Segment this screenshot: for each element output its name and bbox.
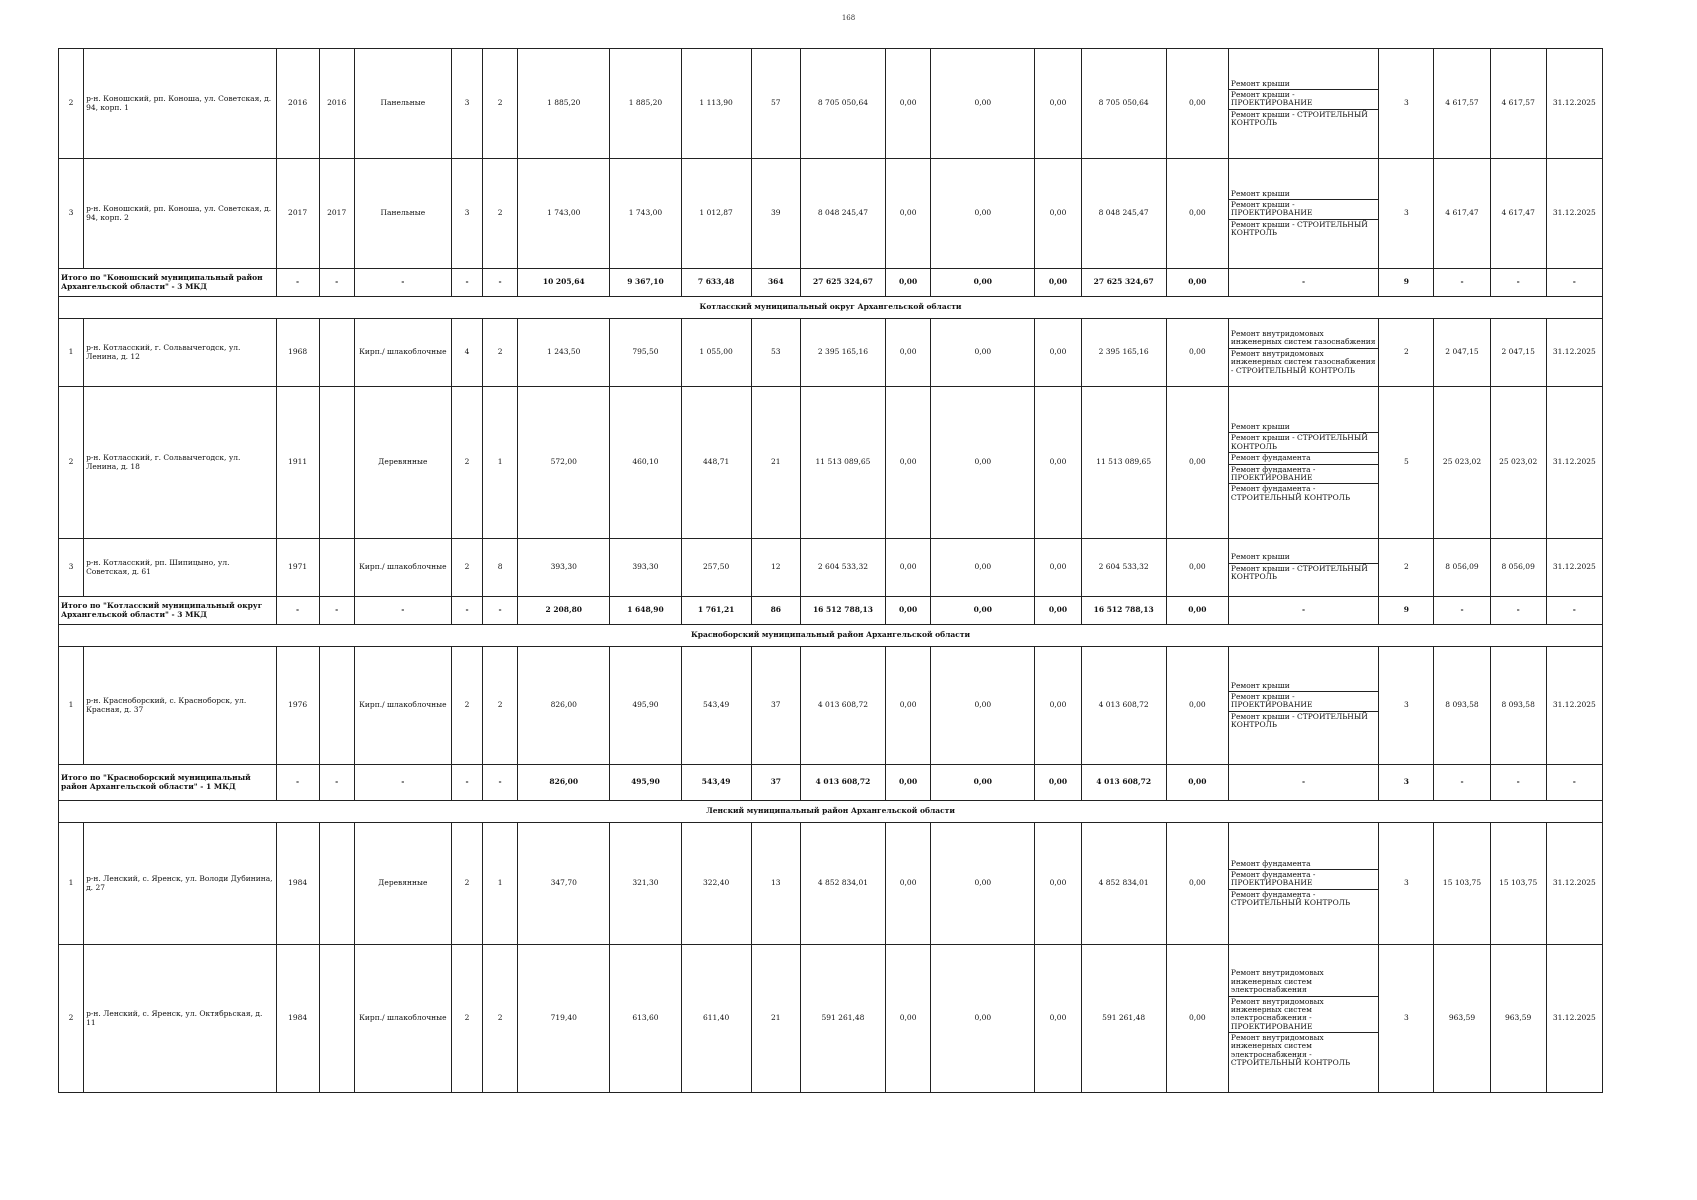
wall-material-cell: Кирп./ шлакоблочные — [354, 539, 451, 597]
fund-budget-local-cell: 0,00 — [1035, 159, 1081, 269]
works-count-cell: 3 — [1379, 159, 1434, 269]
fund-budget-subject-cell: 0,00 — [931, 823, 1035, 945]
fund-budget-local-cell: 0,00 — [1035, 49, 1081, 159]
dash-cell: - — [354, 765, 451, 801]
area-total-cell: 347,70 — [518, 823, 610, 945]
fund-other-cell: 0,00 — [1166, 387, 1228, 539]
area-living-cell: 611,40 — [681, 945, 751, 1093]
area-all-cell: 1 885,20 — [610, 49, 681, 159]
cost-total-cell: 591 261,48 — [800, 945, 885, 1093]
fund-other-cell: 0,00 — [1166, 945, 1228, 1093]
work-item: Ремонт крыши — [1229, 681, 1378, 692]
deadline-cell: 31.12.2025 — [1546, 159, 1602, 269]
area-living-cell: 543,49 — [681, 647, 751, 765]
fund-fcr-cell: 0,00 — [886, 539, 931, 597]
address-cell: р-н. Котласский, рп. Шипицыно, ул. Советская, д. 61 — [84, 539, 276, 597]
fund-fcr-cell: 0,00 — [886, 319, 931, 387]
address-cell: р-н. Коношский, рп. Коноша, ул. Советская, д. 94, корп. 1 — [84, 49, 276, 159]
unit-cost-max-cell: 963,59 — [1490, 945, 1546, 1093]
total-label: Итого по "Коношский муниципальный район Архангельской области" - 3 МКД — [59, 269, 277, 297]
deadline-cell: 31.12.2025 — [1546, 823, 1602, 945]
fund-budget-subject-cell: 0,00 — [931, 945, 1035, 1093]
total-fund-other-cell: 0,00 — [1166, 269, 1228, 297]
fund-fcr-cell: 0,00 — [886, 823, 931, 945]
work-item: Ремонт крыши - СТРОИТЕЛЬНЫЙ КОНТРОЛЬ — [1230, 563, 1368, 582]
work-item: Ремонт внутридомовых инженерных систем электроснабжения - ПРОЕКТИРОВАНИЕ — [1229, 997, 1378, 1034]
works-cell — [1228, 539, 1378, 597]
address-cell: р-н. Ленский, с. Яренск, ул. Октябрьская, д. 11 — [84, 945, 276, 1093]
cost-total-cell: 2 395 165,16 — [800, 319, 885, 387]
floors-cell: 3 — [451, 159, 482, 269]
entrances-cell: 2 — [483, 49, 518, 159]
row-number: 2 — [59, 49, 84, 159]
dash-cell: - — [1228, 765, 1378, 801]
work-item: Ремонт крыши - СТРОИТЕЛЬНЫЙ КОНТРОЛЬ — [1230, 711, 1368, 730]
unit-cost-cell: 963,59 — [1434, 945, 1490, 1093]
work-item: Ремонт фундамента — [1229, 859, 1378, 870]
work-item: Ремонт крыши - СТРОИТЕЛЬНЫЙ КОНТРОЛЬ — [1230, 109, 1368, 128]
year-overhaul-cell — [319, 823, 354, 945]
unit-cost-cell: 8 056,09 — [1434, 539, 1490, 597]
deadline-cell: 31.12.2025 — [1546, 387, 1602, 539]
total-area-living-cell: 7 633,48 — [681, 269, 751, 297]
unit-cost-cell: 4 617,47 — [1434, 159, 1490, 269]
total-area-all-cell: 9 367,10 — [610, 269, 681, 297]
total-area-total-cell: 826,00 — [518, 765, 610, 801]
residents-cell: 12 — [751, 539, 800, 597]
fund-fcr-cell: 0,00 — [886, 945, 931, 1093]
dash-cell: - — [1228, 269, 1378, 297]
fund-budget-subject-cell: 0,00 — [931, 387, 1035, 539]
wall-material-cell: Деревянные — [354, 387, 451, 539]
unit-cost-max-cell: 4 617,57 — [1490, 49, 1546, 159]
works-count-cell: 3 — [1379, 823, 1434, 945]
fund-owners-cell: 8 705 050,64 — [1081, 49, 1166, 159]
unit-cost-cell: 15 103,75 — [1434, 823, 1490, 945]
dash-cell: - — [451, 597, 482, 625]
entrances-cell: 2 — [483, 159, 518, 269]
row-number: 1 — [59, 319, 84, 387]
work-item: Ремонт фундамента - ПРОЕКТИРОВАНИЕ — [1229, 465, 1378, 485]
total-fund-fcr-cell: 0,00 — [886, 597, 931, 625]
area-all-cell: 613,60 — [610, 945, 681, 1093]
residents-cell: 53 — [751, 319, 800, 387]
total-works-count-cell: 9 — [1379, 597, 1434, 625]
dash-cell: - — [1490, 597, 1546, 625]
address-cell: р-н. Коношский, рп. Коноша, ул. Советская, д. 94, корп. 2 — [84, 159, 276, 269]
residents-cell: 21 — [751, 387, 800, 539]
total-fund-owners-cell: 16 512 788,13 — [1081, 597, 1166, 625]
works-cell — [1228, 945, 1378, 1093]
wall-material-cell: Кирп./ шлакоблочные — [354, 647, 451, 765]
works-list — [1229, 552, 1378, 582]
year-overhaul-cell: 2017 — [319, 159, 354, 269]
table-row — [59, 159, 1603, 269]
work-item: Ремонт крыши — [1229, 552, 1378, 563]
dash-cell: - — [1490, 269, 1546, 297]
works-list — [1229, 329, 1378, 376]
work-item: Ремонт крыши - СТРОИТЕЛЬНЫЙ КОНТРОЛЬ — [1229, 433, 1378, 453]
fund-fcr-cell: 0,00 — [886, 49, 931, 159]
total-fund-budget-local-cell: 0,00 — [1035, 765, 1081, 801]
cost-total-cell: 2 604 533,32 — [800, 539, 885, 597]
fund-other-cell: 0,00 — [1166, 647, 1228, 765]
fund-budget-local-cell: 0,00 — [1035, 539, 1081, 597]
floors-cell: 2 — [451, 945, 482, 1093]
total-area-all-cell: 1 648,90 — [610, 597, 681, 625]
fund-budget-local-cell: 0,00 — [1035, 823, 1081, 945]
section-header-row — [59, 625, 1603, 647]
table-row — [59, 823, 1603, 945]
works-list — [1229, 681, 1378, 731]
total-area-living-cell: 1 761,21 — [681, 597, 751, 625]
year-built-cell: 2016 — [276, 49, 319, 159]
dash-cell: - — [1546, 597, 1602, 625]
work-item: Ремонт внутридомовых инженерных систем электроснабжения - СТРОИТЕЛЬНЫЙ КОНТРОЛЬ — [1230, 1033, 1351, 1068]
area-living-cell: 1 055,00 — [681, 319, 751, 387]
unit-cost-max-cell: 2 047,15 — [1490, 319, 1546, 387]
area-total-cell: 393,30 — [518, 539, 610, 597]
work-item: Ремонт фундамента - СТРОИТЕЛЬНЫЙ КОНТРОЛЬ — [1230, 889, 1351, 908]
dash-cell: - — [319, 269, 354, 297]
year-overhaul-cell — [319, 647, 354, 765]
dash-cell: - — [1546, 765, 1602, 801]
year-built-cell: 1976 — [276, 647, 319, 765]
unit-cost-cell: 8 093,58 — [1434, 647, 1490, 765]
year-overhaul-cell — [319, 539, 354, 597]
works-list — [1229, 422, 1378, 503]
unit-cost-max-cell: 25 023,02 — [1490, 387, 1546, 539]
deadline-cell: 31.12.2025 — [1546, 539, 1602, 597]
area-total-cell: 1 885,20 — [518, 49, 610, 159]
wall-material-cell: Кирп./ шлакоблочные — [354, 319, 451, 387]
row-number: 1 — [59, 647, 84, 765]
works-cell — [1228, 159, 1378, 269]
works-list — [1229, 859, 1378, 909]
dash-cell: - — [354, 269, 451, 297]
unit-cost-max-cell: 8 056,09 — [1490, 539, 1546, 597]
table-row — [59, 647, 1603, 765]
area-all-cell: 1 743,00 — [610, 159, 681, 269]
floors-cell: 2 — [451, 823, 482, 945]
row-number: 1 — [59, 823, 84, 945]
fund-budget-local-cell: 0,00 — [1035, 387, 1081, 539]
total-residents-cell: 364 — [751, 269, 800, 297]
total-fund-budget-local-cell: 0,00 — [1035, 597, 1081, 625]
section-header-row — [59, 297, 1603, 319]
total-works-count-cell: 3 — [1379, 765, 1434, 801]
unit-cost-cell: 2 047,15 — [1434, 319, 1490, 387]
total-fund-budget-local-cell: 0,00 — [1035, 269, 1081, 297]
total-cost-total-cell: 4 013 608,72 — [800, 765, 885, 801]
cost-total-cell: 11 513 089,65 — [800, 387, 885, 539]
entrances-cell: 1 — [483, 823, 518, 945]
address-cell: р-н. Котласский, г. Сольвычегодск, ул. Ленина, д. 12 — [84, 319, 276, 387]
address-cell: р-н. Котласский, г. Сольвычегодск, ул. Ленина, д. 18 — [84, 387, 276, 539]
year-built-cell: 1911 — [276, 387, 319, 539]
work-item: Ремонт крыши - ПРОЕКТИРОВАНИЕ — [1229, 692, 1378, 712]
total-fund-budget-subject-cell: 0,00 — [931, 597, 1035, 625]
work-item: Ремонт фундамента - СТРОИТЕЛЬНЫЙ КОНТРОЛЬ — [1230, 484, 1351, 502]
area-total-cell: 826,00 — [518, 647, 610, 765]
deadline-cell: 31.12.2025 — [1546, 319, 1602, 387]
fund-owners-cell: 2 395 165,16 — [1081, 319, 1166, 387]
fund-owners-cell: 591 261,48 — [1081, 945, 1166, 1093]
cost-total-cell: 4 013 608,72 — [800, 647, 885, 765]
works-count-cell: 2 — [1379, 319, 1434, 387]
dash-cell: - — [1490, 765, 1546, 801]
fund-budget-local-cell: 0,00 — [1035, 647, 1081, 765]
deadline-cell: 31.12.2025 — [1546, 945, 1602, 1093]
work-item: Ремонт крыши - ПРОЕКТИРОВАНИЕ — [1229, 90, 1378, 110]
section-title: Красноборский муниципальный район Архангельской области — [59, 625, 1603, 647]
year-overhaul-cell — [319, 387, 354, 539]
fund-fcr-cell: 0,00 — [886, 647, 931, 765]
fund-other-cell: 0,00 — [1166, 539, 1228, 597]
row-number: 3 — [59, 539, 84, 597]
fund-other-cell: 0,00 — [1166, 319, 1228, 387]
address-cell: р-н. Красноборский, с. Красноборск, ул. Красная, д. 37 — [84, 647, 276, 765]
area-total-cell: 1 743,00 — [518, 159, 610, 269]
fund-budget-subject-cell: 0,00 — [931, 647, 1035, 765]
works-count-cell: 3 — [1379, 49, 1434, 159]
wall-material-cell: Деревянные — [354, 823, 451, 945]
dash-cell: - — [483, 597, 518, 625]
work-item: Ремонт крыши - СТРОИТЕЛЬНЫЙ КОНТРОЛЬ — [1230, 219, 1368, 238]
total-fund-budget-subject-cell: 0,00 — [931, 765, 1035, 801]
table-row — [59, 539, 1603, 597]
floors-cell: 2 — [451, 387, 482, 539]
fund-other-cell: 0,00 — [1166, 159, 1228, 269]
table-row — [59, 387, 1603, 539]
table-row — [59, 945, 1603, 1093]
area-total-cell: 1 243,50 — [518, 319, 610, 387]
section-title: Котласский муниципальный округ Архангельской области — [59, 297, 1603, 319]
page-number: 168 — [841, 14, 856, 22]
residents-cell: 39 — [751, 159, 800, 269]
entrances-cell: 1 — [483, 387, 518, 539]
fund-budget-subject-cell: 0,00 — [931, 539, 1035, 597]
table-row — [59, 319, 1603, 387]
floors-cell: 4 — [451, 319, 482, 387]
address-cell: р-н. Ленский, с. Яренск, ул. Володи Дубинина, д. 27 — [84, 823, 276, 945]
dash-cell: - — [1228, 597, 1378, 625]
total-fund-owners-cell: 27 625 324,67 — [1081, 269, 1166, 297]
unit-cost-cell: 4 617,57 — [1434, 49, 1490, 159]
dash-cell: - — [1434, 269, 1490, 297]
dash-cell: - — [276, 269, 319, 297]
fund-fcr-cell: 0,00 — [886, 387, 931, 539]
works-cell — [1228, 319, 1378, 387]
total-fund-owners-cell: 4 013 608,72 — [1081, 765, 1166, 801]
year-overhaul-cell — [319, 945, 354, 1093]
total-area-total-cell: 10 205,64 — [518, 269, 610, 297]
floors-cell: 2 — [451, 539, 482, 597]
dash-cell: - — [1434, 597, 1490, 625]
area-living-cell: 257,50 — [681, 539, 751, 597]
area-total-cell: 572,00 — [518, 387, 610, 539]
work-item: Ремонт внутридомовых инженерных систем газоснабжения — [1229, 329, 1378, 349]
total-fund-fcr-cell: 0,00 — [886, 765, 931, 801]
floors-cell: 2 — [451, 647, 482, 765]
dash-cell: - — [319, 597, 354, 625]
fund-budget-subject-cell: 0,00 — [931, 319, 1035, 387]
table-row — [59, 49, 1603, 159]
cost-total-cell: 8 048 245,47 — [800, 159, 885, 269]
total-fund-fcr-cell: 0,00 — [886, 269, 931, 297]
works-cell — [1228, 823, 1378, 945]
work-item: Ремонт крыши — [1229, 422, 1378, 433]
total-area-living-cell: 543,49 — [681, 765, 751, 801]
work-item: Ремонт крыши - ПРОЕКТИРОВАНИЕ — [1229, 200, 1378, 220]
year-built-cell: 1984 — [276, 945, 319, 1093]
section-title: Ленский муниципальный район Архангельской области — [59, 801, 1603, 823]
fund-other-cell: 0,00 — [1166, 49, 1228, 159]
year-built-cell: 2017 — [276, 159, 319, 269]
works-cell — [1228, 387, 1378, 539]
row-number: 2 — [59, 387, 84, 539]
total-cost-total-cell: 27 625 324,67 — [800, 269, 885, 297]
unit-cost-max-cell: 4 617,47 — [1490, 159, 1546, 269]
total-label: Итого по "Красноборский муниципальный район Архангельской области" - 1 МКД — [59, 765, 277, 801]
area-all-cell: 321,30 — [610, 823, 681, 945]
area-total-cell: 719,40 — [518, 945, 610, 1093]
entrances-cell: 8 — [483, 539, 518, 597]
residents-cell: 57 — [751, 49, 800, 159]
area-all-cell: 393,30 — [610, 539, 681, 597]
work-item: Ремонт крыши — [1229, 189, 1378, 200]
year-overhaul-cell — [319, 319, 354, 387]
year-built-cell: 1984 — [276, 823, 319, 945]
total-label: Итого по "Котласский муниципальный округ Архангельской области" - 3 МКД — [59, 597, 277, 625]
total-residents-cell: 37 — [751, 765, 800, 801]
dash-cell: - — [276, 765, 319, 801]
unit-cost-cell: 25 023,02 — [1434, 387, 1490, 539]
total-residents-cell: 86 — [751, 597, 800, 625]
row-number: 2 — [59, 945, 84, 1093]
works-count-cell: 3 — [1379, 647, 1434, 765]
fund-budget-local-cell: 0,00 — [1035, 319, 1081, 387]
residents-cell: 37 — [751, 647, 800, 765]
area-all-cell: 495,90 — [610, 647, 681, 765]
dash-cell: - — [276, 597, 319, 625]
fund-owners-cell: 11 513 089,65 — [1081, 387, 1166, 539]
fund-fcr-cell: 0,00 — [886, 159, 931, 269]
area-all-cell: 795,50 — [610, 319, 681, 387]
total-row — [59, 597, 1603, 625]
unit-cost-max-cell: 8 093,58 — [1490, 647, 1546, 765]
dash-cell: - — [354, 597, 451, 625]
fund-owners-cell: 4 013 608,72 — [1081, 647, 1166, 765]
wall-material-cell: Панельные — [354, 49, 451, 159]
wall-material-cell: Кирп./ шлакоблочные — [354, 945, 451, 1093]
total-row — [59, 765, 1603, 801]
unit-cost-max-cell: 15 103,75 — [1490, 823, 1546, 945]
area-living-cell: 322,40 — [681, 823, 751, 945]
dash-cell: - — [483, 765, 518, 801]
works-list — [1229, 79, 1378, 129]
dash-cell: - — [319, 765, 354, 801]
entrances-cell: 2 — [483, 319, 518, 387]
works-list — [1229, 968, 1378, 1068]
works-cell — [1228, 647, 1378, 765]
deadline-cell: 31.12.2025 — [1546, 49, 1602, 159]
wall-material-cell: Панельные — [354, 159, 451, 269]
total-row — [59, 269, 1603, 297]
entrances-cell: 2 — [483, 945, 518, 1093]
year-built-cell: 1971 — [276, 539, 319, 597]
dash-cell: - — [1434, 765, 1490, 801]
dash-cell: - — [483, 269, 518, 297]
row-number: 3 — [59, 159, 84, 269]
total-area-total-cell: 2 208,80 — [518, 597, 610, 625]
fund-owners-cell: 2 604 533,32 — [1081, 539, 1166, 597]
section-header-row — [59, 801, 1603, 823]
dash-cell: - — [451, 765, 482, 801]
area-all-cell: 460,10 — [610, 387, 681, 539]
total-fund-budget-subject-cell: 0,00 — [931, 269, 1035, 297]
work-item: Ремонт внутридомовых инженерных систем электроснабжения — [1229, 968, 1378, 996]
works-count-cell: 2 — [1379, 539, 1434, 597]
total-fund-other-cell: 0,00 — [1166, 597, 1228, 625]
works-list — [1229, 189, 1378, 239]
deadline-cell: 31.12.2025 — [1546, 647, 1602, 765]
works-cell — [1228, 49, 1378, 159]
fund-owners-cell: 8 048 245,47 — [1081, 159, 1166, 269]
entrances-cell: 2 — [483, 647, 518, 765]
works-count-cell: 5 — [1379, 387, 1434, 539]
total-works-count-cell: 9 — [1379, 269, 1434, 297]
dash-cell: - — [451, 269, 482, 297]
total-area-all-cell: 495,90 — [610, 765, 681, 801]
cost-total-cell: 8 705 050,64 — [800, 49, 885, 159]
fund-owners-cell: 4 852 834,01 — [1081, 823, 1166, 945]
work-item: Ремонт крыши — [1229, 79, 1378, 90]
fund-budget-subject-cell: 0,00 — [931, 49, 1035, 159]
fund-budget-local-cell: 0,00 — [1035, 945, 1081, 1093]
year-overhaul-cell: 2016 — [319, 49, 354, 159]
works-count-cell: 3 — [1379, 945, 1434, 1093]
year-built-cell: 1968 — [276, 319, 319, 387]
cost-total-cell: 4 852 834,01 — [800, 823, 885, 945]
residents-cell: 13 — [751, 823, 800, 945]
residents-cell: 21 — [751, 945, 800, 1093]
area-living-cell: 1 012,87 — [681, 159, 751, 269]
floors-cell: 3 — [451, 49, 482, 159]
work-item: Ремонт фундамента — [1229, 453, 1378, 464]
work-item: Ремонт фундамента - ПРОЕКТИРОВАНИЕ — [1229, 870, 1378, 890]
total-fund-other-cell: 0,00 — [1166, 765, 1228, 801]
area-living-cell: 448,71 — [681, 387, 751, 539]
dash-cell: - — [1546, 269, 1602, 297]
fund-other-cell: 0,00 — [1166, 823, 1228, 945]
total-cost-total-cell: 16 512 788,13 — [800, 597, 885, 625]
fund-budget-subject-cell: 0,00 — [931, 159, 1035, 269]
register-table — [58, 48, 1603, 1093]
work-item: Ремонт внутридомовых инженерных систем газоснабжения - СТРОИТЕЛЬНЫЙ КОНТРОЛЬ — [1230, 348, 1376, 375]
area-living-cell: 1 113,90 — [681, 49, 751, 159]
